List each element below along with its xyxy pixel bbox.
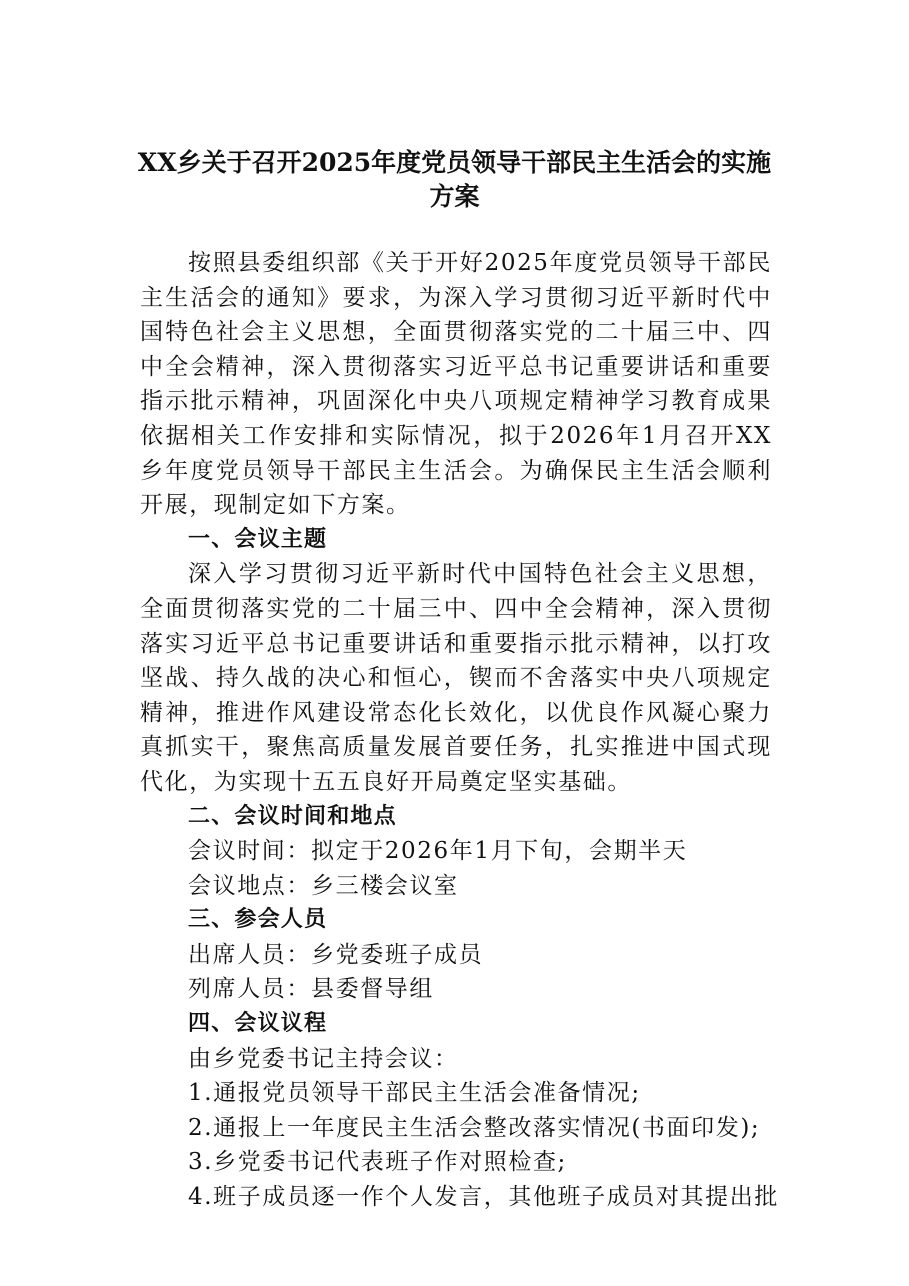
agenda-host-line: 由乡党委书记主持会议： [188, 1045, 459, 1072]
agenda-item: 4.班子成员逐一作个人发言，其他班子成员对其提出批 [188, 1184, 779, 1211]
meeting-place-line: 会议地点：乡三楼会议室 [188, 872, 459, 899]
section-4-heading: 四、会议议程 [188, 1011, 328, 1037]
section-2-heading: 二、会议时间和地点 [188, 803, 397, 829]
document-title [120, 146, 789, 214]
document-body [140, 246, 779, 1215]
agenda-item: 2.通报上一年度民主生活会整改落实情况(书面印发); [188, 1114, 761, 1141]
intro-paragraph: 按照县委组织部《关于开好2025年度党员领导干部民主生活会的通知》要求，为深入学习贯彻习近平新时代中国特色社会主义思想，全面贯彻落实党的二十届三中、四中全会精神，深入贯彻落实习近平总书记重要讲话和重要指示批示精神，巩固深化中央八项规定精神学习教育成果依据相关工作安排和实际情况，拟于2026年1月召开XX乡年度党员领导干部民主生活会。为确保民主生活会顺利开展，现制定如下方案。 [140, 250, 772, 519]
observers-line: 列席人员：县委督导组 [188, 976, 434, 1003]
document-title-line-2: 方案 [429, 182, 480, 211]
document-title-line-1: XX乡关于召开2025年度党员领导干部民主生活会的实施 [137, 148, 772, 177]
section-1-heading: 一、会议主题 [188, 526, 328, 552]
agenda-item: 1.通报党员领导干部民主生活会准备情况; [188, 1080, 641, 1107]
meeting-time-line: 会议时间：拟定于2026年1月下旬，会期半天 [188, 838, 688, 865]
attendees-line: 出席人员：乡党委班子成员 [188, 941, 484, 968]
section-1-paragraph: 深入学习贯彻习近平新时代中国特色社会主义思想，全面贯彻落实党的二十届三中、四中全会精神，深入贯彻落实习近平总书记重要讲话和重要指示批示精神，以打攻坚战、持久战的决心和恒心，锲而不舍落实中央八项规定精神，推进作风建设常态化长效化，以优良作风凝心聚力真抓实干，聚焦高质量发展首要任务，扎实推进中国式现代化，为实现十五五良好开局奠定坚实基础。 [140, 561, 772, 795]
agenda-item: 3.乡党委书记代表班子作对照检查; [188, 1149, 567, 1176]
section-3-heading: 三、参会人员 [188, 907, 328, 933]
